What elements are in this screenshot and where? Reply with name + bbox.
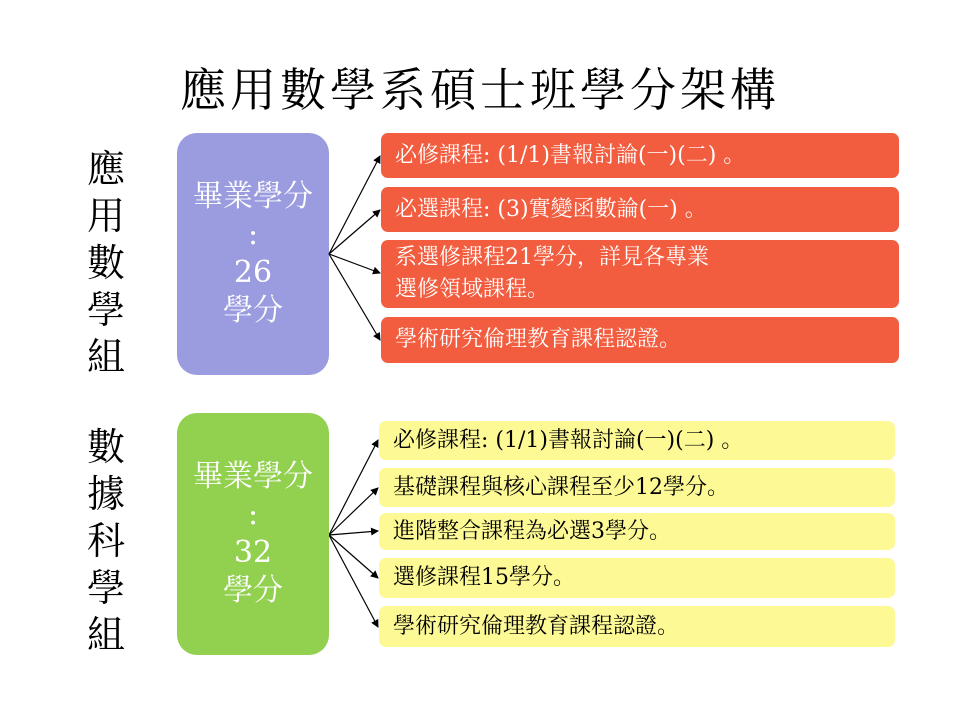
course-item <box>381 187 899 232</box>
arrow-line <box>329 535 378 627</box>
arrow-line <box>329 156 380 254</box>
group-label-char: 學 <box>86 566 125 610</box>
course-item <box>379 558 895 598</box>
course-item <box>381 240 899 308</box>
course-item-text-cont: 選修領域課程。 <box>395 277 550 302</box>
group-label-char: 組 <box>86 335 125 379</box>
course-item-text: 學術研究倫理教育課程認證。 <box>395 327 682 352</box>
credit-box-heading: 畢業學分 <box>193 179 313 214</box>
arrow-line <box>329 488 378 535</box>
group-label-char: 應 <box>86 147 125 191</box>
credit-box-number: 26 <box>233 255 273 290</box>
course-item-text: 基礎課程與核心課程至少12學分。 <box>393 474 729 500</box>
group-label-char: 組 <box>86 613 125 657</box>
arrow-line <box>329 531 378 535</box>
credit-box-unit: 學分 <box>223 573 283 608</box>
page-title: 應用數學系碩士班學分架構 <box>180 63 780 117</box>
group-label-char: 科 <box>86 519 125 563</box>
course-item <box>381 317 899 363</box>
course-item-text: 學術研究倫理教育課程認證。 <box>393 613 680 639</box>
credit-box-colon: : <box>247 497 259 532</box>
arrow-line <box>329 440 378 535</box>
group-label-char: 用 <box>86 194 125 238</box>
course-item-text: 進階整合課程為必選3學分。 <box>393 518 671 544</box>
group-label-data-science <box>76 424 136 659</box>
course-item <box>379 513 895 550</box>
credit-box-heading: 畢業學分 <box>193 459 313 494</box>
course-item <box>379 421 895 460</box>
course-item-text: 必修課程: (1/1)書報討論(一)(二) 。 <box>393 427 744 453</box>
credit-box-colon: : <box>247 217 259 252</box>
course-item-text: 系選修課程21學分，詳見各專業 <box>395 245 709 270</box>
arrow-line <box>329 254 380 340</box>
course-item <box>381 133 899 178</box>
course-item-text: 必修課程: (1/1)書報討論(一)(二) 。 <box>395 142 746 168</box>
group-label-char: 學 <box>86 288 125 332</box>
group-label-char: 數 <box>86 425 125 469</box>
arrow-line <box>329 254 380 273</box>
arrow-line <box>329 210 380 254</box>
group-label-char: 數 <box>86 241 125 285</box>
credit-box-unit: 學分 <box>223 293 283 328</box>
arrow-line <box>329 535 378 578</box>
course-item <box>379 468 895 507</box>
course-item-text: 必選課程: (3)實變函數論(一) 。 <box>395 196 707 222</box>
course-item <box>379 606 895 647</box>
group-label-char: 據 <box>86 472 125 516</box>
credit-box-data-science <box>177 413 329 655</box>
credit-box-number: 32 <box>233 535 273 570</box>
course-item-text: 選修課程15學分。 <box>393 565 575 590</box>
